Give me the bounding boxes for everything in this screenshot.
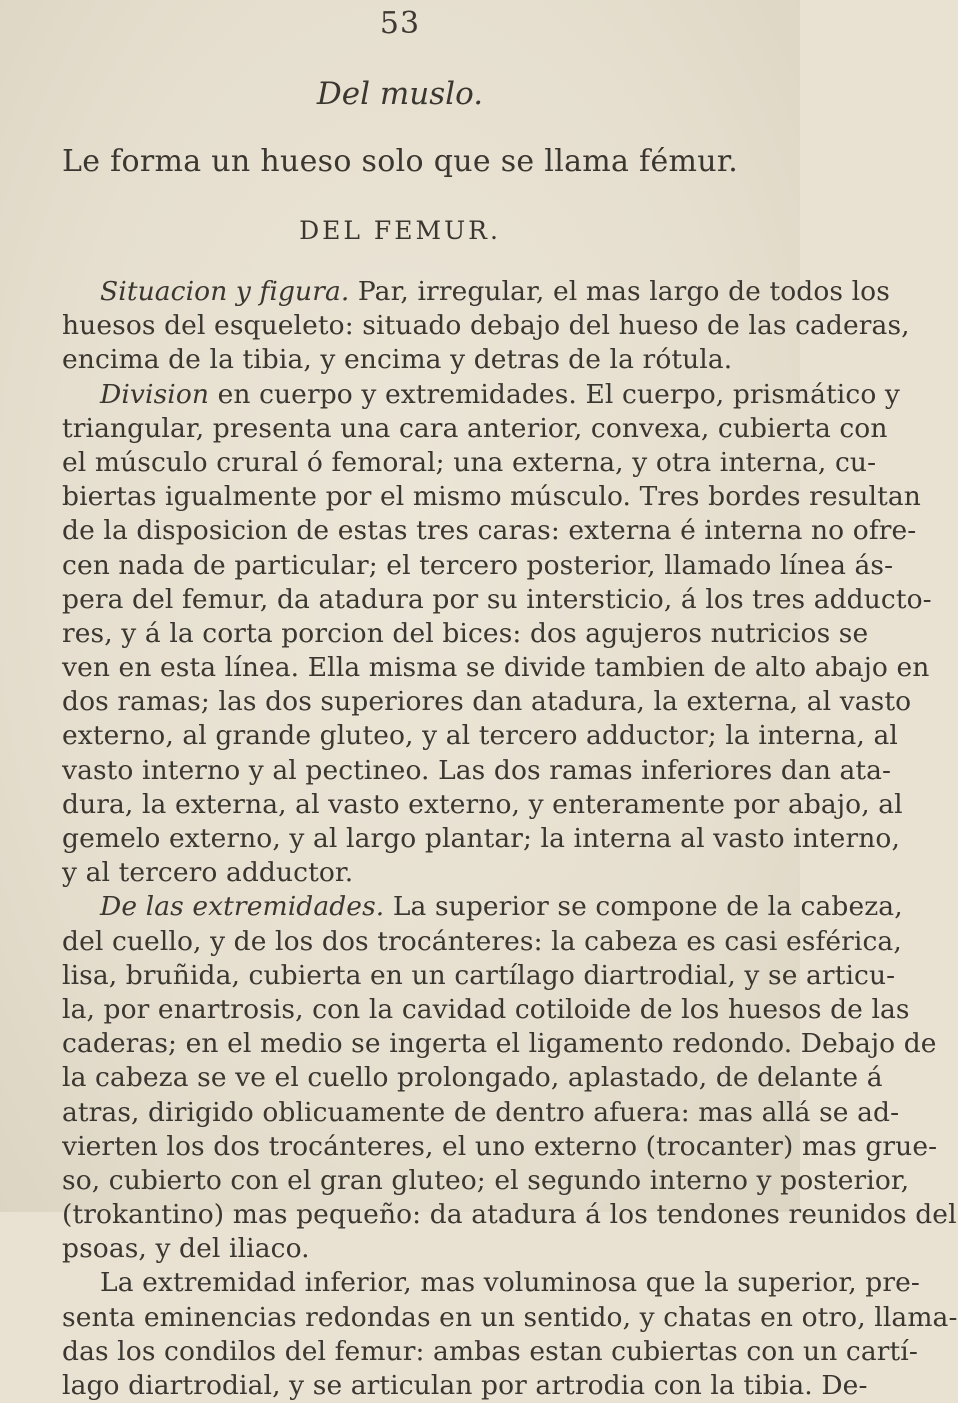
text-line xyxy=(62,822,900,856)
intro-sentence: Le forma un hueso solo que se llama fémur. xyxy=(62,144,739,179)
text-line xyxy=(62,1027,937,1061)
text-line xyxy=(62,719,898,753)
line-text: del cuello, y de los dos trocánteres: la cabeza es casi esférica, xyxy=(62,925,902,957)
line-text: el músculo crural ó femoral; una externa, y otra interna, cu- xyxy=(62,446,877,478)
text-line xyxy=(62,1232,762,1266)
text-line xyxy=(62,959,896,993)
line-text: pera del femur, da atadura por su intersticio, á los tres adducto- xyxy=(62,583,932,615)
text-line xyxy=(62,378,900,412)
text-line xyxy=(62,480,921,514)
line-text: res, y á la corta porcion del bices: dos agujeros nutricios se xyxy=(62,617,869,649)
text-line xyxy=(62,309,910,343)
text-line xyxy=(62,1096,900,1130)
text-line xyxy=(62,1061,883,1095)
text-line xyxy=(62,514,917,548)
line-text: cen nada de particular; el tercero posterior, llamado línea ás- xyxy=(62,549,894,581)
page-number: 53 xyxy=(379,6,421,41)
text-line xyxy=(62,856,762,890)
paragraph-lead: Situacion y figura. xyxy=(100,276,350,307)
line-text: externo, al grande gluteo, y al tercero adductor; la interna, al xyxy=(62,720,898,752)
text-line xyxy=(62,446,877,480)
line-text: so, cubierto con el gran gluteo; el segundo interno y posterior, xyxy=(62,1164,910,1196)
line-text: y al tercero adductor. xyxy=(62,857,354,889)
section-title: Del muslo. xyxy=(316,76,484,112)
line-text: lago diartrodial, y se articulan por artrodia con la tibia. De- xyxy=(62,1370,868,1401)
text-line xyxy=(62,685,912,719)
text-line xyxy=(62,617,869,651)
line-text: Par, irregular, el mas largo de todos los xyxy=(349,276,890,307)
text-line xyxy=(62,412,888,446)
text-line xyxy=(62,788,903,822)
line-text: psoas, y del iliaco. xyxy=(62,1233,310,1265)
text-line xyxy=(62,1301,958,1335)
line-text: triangular, presenta una cara anterior, convexa, cubierta con xyxy=(62,412,888,444)
paragraph-lead: De las extremidades. xyxy=(100,891,385,923)
line-text: (trokantino) mas pequeño: da atadura á los tendones reunidos del xyxy=(62,1199,957,1231)
text-line xyxy=(62,583,932,617)
text-line xyxy=(62,1198,957,1232)
line-text: encima de la tibia, y encima y detras de la rótula. xyxy=(62,344,733,376)
line-text: senta eminencias redondas en un sentido, y chatas en otro, llama- xyxy=(62,1301,958,1333)
line-text: de la disposicion de estas tres caras: externa é interna no ofre- xyxy=(62,515,917,547)
line-text: vierten los dos trocánteres, el uno externo (trocanter) mas grue- xyxy=(62,1130,938,1162)
text-line xyxy=(62,1130,938,1164)
text-line xyxy=(62,549,894,583)
line-text: vasto interno y al pectineo. Las dos ramas inferiores dan ata- xyxy=(62,754,892,786)
line-text: ven en esta línea. Ella misma se divide tambien de alto abajo en xyxy=(62,652,930,684)
line-text: en cuerpo y extremidades. El cuerpo, prismático y xyxy=(209,378,900,410)
text-line xyxy=(62,925,902,959)
text-line xyxy=(62,993,910,1027)
line-text: dura, la externa, al vasto externo, y enteramente por abajo, al xyxy=(62,788,903,820)
line-text: atras, dirigido oblicuamente de dentro afuera: mas allá se ad- xyxy=(62,1096,900,1128)
text-line xyxy=(62,890,903,924)
line-text: biertas igualmente por el mismo músculo. Tres bordes resultan xyxy=(62,481,921,513)
text-line xyxy=(62,1266,920,1300)
text-line xyxy=(62,275,890,309)
body-text xyxy=(62,275,958,1403)
line-text: lisa, bruñida, cubierta en un cartílago diartrodial, y se articu- xyxy=(62,959,896,991)
line-text: caderas; en el medio se ingerta el ligamento redondo. Debajo de xyxy=(62,1028,937,1060)
text-line xyxy=(62,1335,918,1369)
text-line xyxy=(62,754,892,788)
line-text: gemelo externo, y al largo plantar; la interna al vasto interno, xyxy=(62,823,900,854)
line-text: dos ramas; las dos superiores dan atadura, la externa, al vasto xyxy=(62,686,912,718)
line-text: La extremidad inferior, mas voluminosa que la superior, pre- xyxy=(100,1267,920,1299)
text-line xyxy=(62,651,930,685)
paragraph-lead: Division xyxy=(100,378,210,410)
line-text: La superior se compone de la cabeza, xyxy=(384,891,903,923)
line-text: la, por enartrosis, con la cavidad cotiloide de los huesos de las xyxy=(62,993,910,1025)
chapter-heading: DEL FEMUR. xyxy=(299,216,501,245)
text-line xyxy=(62,343,762,377)
line-text: das los condilos del femur: ambas estan cubiertas con un cartí- xyxy=(62,1335,918,1367)
line-text: huesos del esqueleto: situado debajo del hueso de las caderas, xyxy=(62,310,910,342)
text-line xyxy=(62,1369,868,1403)
text-line xyxy=(62,1164,910,1198)
line-text: la cabeza se ve el cuello prolongado, aplastado, de delante á xyxy=(62,1062,883,1094)
